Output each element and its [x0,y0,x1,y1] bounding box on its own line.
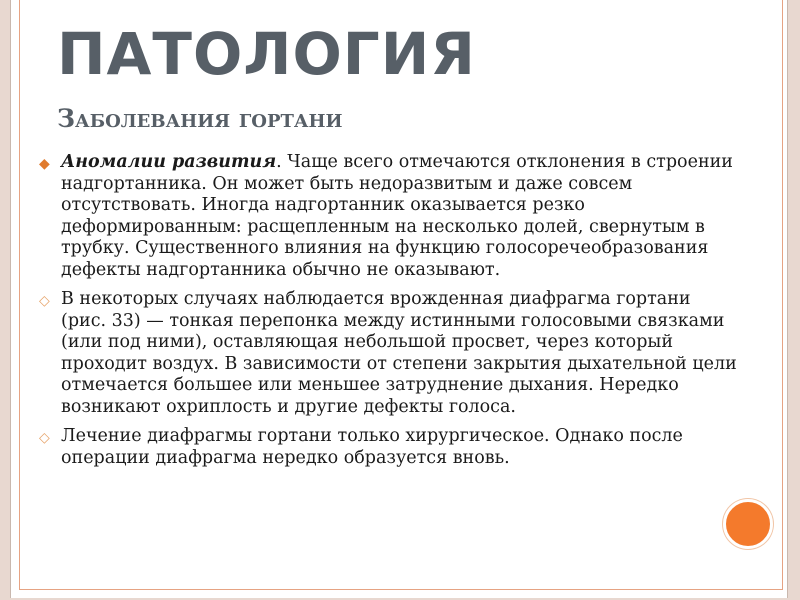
bullet-item [27,152,737,281]
slide [10,0,788,598]
slide-title: ПАТОЛОГИЯ [57,20,476,88]
filled-bullet-icon: ◆ [39,156,50,172]
bullet-item [27,289,737,418]
bullet-text: В некоторых случаях наблюдается врожденная диафрагма гортани (рис. 33) — тонкая перепонка между истинными голосовыми связками (или под ними), оставляющая небольшой просвет, через который проходит воздух. В зависимости от степени закрытия дыхательной цели отмечается большее или меньшее затруднение дыхания. Нередко возникают охриплость и другие дефекты голоса. [61,289,737,417]
bullet-text: . Чаще всего отмечаются отклонения в строении надгортанника. Он может быть недоразвитым и даже совсем отсутствовать. Иногда надгортанник оказывается резко деформированным: расщепленным на несколько долей, свернутым в трубку. Существенного влияния на функцию голосоречеобразования дефекты надгортанника обычно не оказывают. [61,152,733,280]
hollow-bullet-icon: ◇ [39,293,50,309]
bullet-item [27,426,737,469]
slide-body [27,152,737,477]
bullet-text: Лечение диафрагмы гортани только хирургическое. Однако после операции диафрагма нередко образуется вновь. [61,426,683,468]
slide-subtitle: Заболевания гортани [57,104,343,133]
decorative-orange-circle [723,499,773,549]
bullet-lead-text: Аномалии развития [61,152,277,172]
hollow-bullet-icon: ◇ [39,430,50,446]
